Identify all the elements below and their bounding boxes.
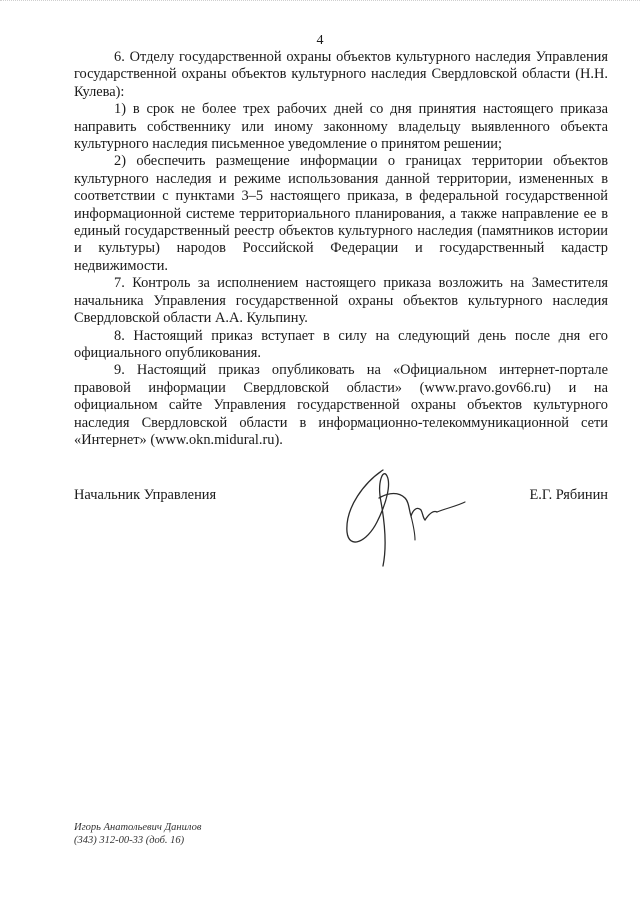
paragraph-6: 6. Отделу государственной охраны объектов культурного наследия Управления государственной охраны объектов культурного наследия Свердловской области (Н.Н. Кулева):	[74, 49, 608, 100]
paragraph-6-1: 1) в срок не более трех рабочих дней со дня принятия настоящего приказа направить собственнику или иному законному владельцу выявленного объекта культурного наследия письменное уведомление о принятом решении;	[74, 101, 608, 153]
executor-info	[74, 821, 201, 847]
document-body	[74, 49, 608, 449]
paragraph-7: 7. Контроль за исполнением настоящего приказа возложить на Заместителя начальника Управления государственной охраны объектов культурного наследия Свердловской области А.А. Кульпину.	[74, 275, 608, 327]
handwritten-signature	[325, 462, 475, 572]
paragraph-6-2: 2) обеспечить размещение информации о границах территории объектов культурного наследия и режиме использования данной территории, измененных в соответствии с пунктами 3–5 настоящего приказа, в федеральной государственной информационной системе территориального планирования, а также направление ее в единый государственный реестр объектов культурного наследия (памятников истории и культуры) народов Российской Федерации и государственный кадастр недвижимости.	[74, 153, 608, 274]
executor-name: Игорь Анатольевич Данилов	[74, 822, 202, 833]
signatory-position: Начальник Управления	[74, 487, 217, 503]
page-edge	[0, 0, 640, 5]
signatory-name: Е.Г. Рябинин	[529, 487, 608, 503]
paragraph-8: 8. Настоящий приказ вступает в силу на следующий день после дня его официального опубликования.	[74, 327, 608, 361]
paragraph-9: 9. Настоящий приказ опубликовать на «Официальном интернет-портале правовой информации Свердловской области» (www.pravo.gov66.ru) и на официальном сайте Управления государственной охраны объектов культурного наследия Свердловской области в информационно-телекоммуникационной сети «Интернет» (www.okn.midural.ru).	[74, 362, 608, 448]
executor-phone: (343) 312-00-33 (доб. 16)	[74, 835, 185, 846]
page-number: 4	[316, 33, 324, 48]
